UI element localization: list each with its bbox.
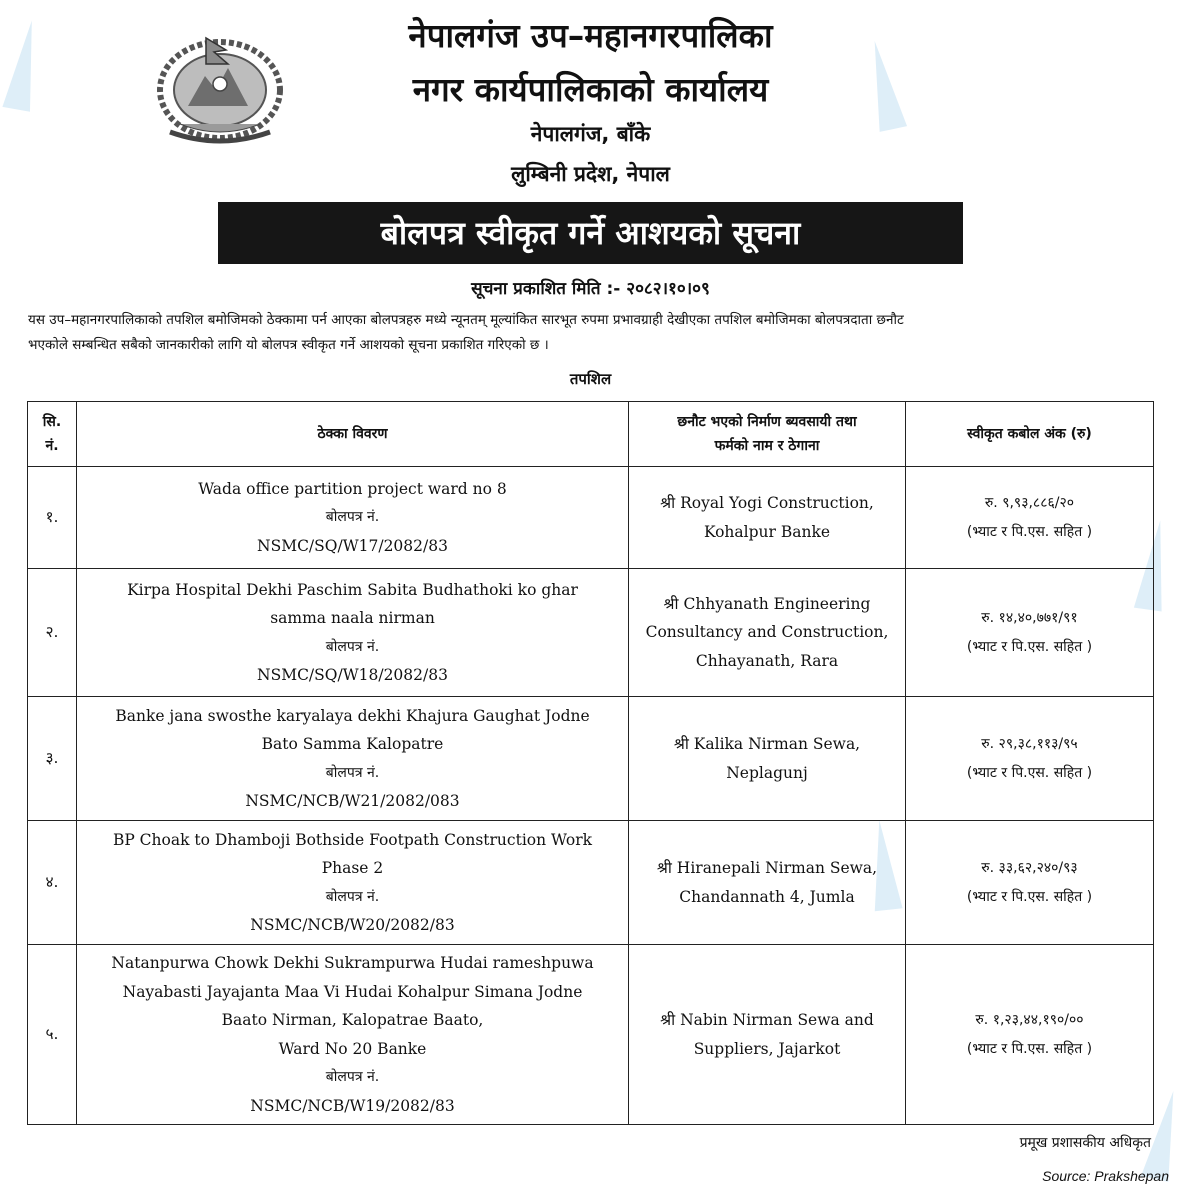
row-amount — [906, 697, 1154, 821]
signatory: प्रमूख प्रशासकीय अधिकृत — [1019, 1135, 1151, 1151]
row-amount — [906, 945, 1154, 1125]
details-line: Wada office partition project ward no 8 — [198, 479, 507, 498]
col-header-text: फर्मको नाम र ठेगाना — [714, 438, 820, 454]
row-details — [77, 569, 629, 697]
notice-intro-line: यस उप–महानगरपालिकाको तपशिल बमोजिमको ठेक्कामा पर्न आएका बोलपत्रहरु मध्ये न्यूनतम् मूल्यांकित सारभूत रुपमा प्रभावग्राही देखीएका तपशिल बमोजिमका बोलपत्रदाता छनौट — [28, 312, 904, 328]
row-serial: ५. — [28, 945, 77, 1125]
bid-label: बोलपत्र नं. — [325, 1069, 380, 1085]
contractor-line: श्री Chhyanath Engineering — [663, 594, 871, 613]
details-line: Bato Samma Kalopatre — [261, 735, 444, 753]
table-row — [28, 821, 1154, 945]
contractor-line: श्री Nabin Nirman Sewa and — [660, 1011, 874, 1029]
schedule-heading: तपशिल — [569, 370, 612, 388]
bid-label: बोलपत्र नं. — [325, 764, 380, 781]
row-serial: ४. — [28, 821, 77, 945]
office-location: नेपालगंज, बाँके — [530, 122, 651, 146]
row-details — [77, 821, 629, 945]
bid-number: NSMC/NCB/W21/2082/083 — [245, 792, 460, 810]
col-header-details: ठेक्का विवरण — [77, 402, 629, 467]
contractor-line: Consultancy and Construction, — [645, 623, 889, 642]
row-serial: २. — [28, 569, 77, 697]
vat-note: (भ्याट र पि.एस. सहित ) — [966, 764, 1093, 781]
details-line: Nayabasti Jayajanta Maa Vi Hudai Kohalpur Simana Jodne — [122, 982, 583, 1001]
notice-intro-line: भएकोले सम्बन्धित सबैको जानकारीको लागि यो बोलपत्र स्वीकृत गर्ने आशयको सूचना प्रकाशित गरिएको छ । — [28, 337, 549, 353]
bid-number: NSMC/SQ/W17/2082/83 — [257, 536, 448, 555]
bid-number: NSMC/NCB/W19/2082/83 — [250, 1096, 455, 1115]
table-row — [28, 569, 1154, 697]
row-amount — [906, 821, 1154, 945]
approved-amount: रु. १,२३,४४,१९०/०० — [975, 1012, 1084, 1028]
col-header-sn — [28, 402, 77, 467]
row-serial: ३. — [28, 697, 77, 821]
contractor-line: श्री Royal Yogi Construction, — [660, 494, 874, 512]
row-contractor — [629, 945, 906, 1125]
row-contractor — [629, 569, 906, 697]
table-row — [28, 467, 1154, 569]
vat-note: (भ्याट र पि.एस. सहित ) — [966, 638, 1093, 655]
details-line: BP Choak to Dhamboji Bothside Footpath Construction Work — [112, 830, 593, 849]
bid-label: बोलपत्र नं. — [325, 888, 380, 905]
bid-number: NSMC/SQ/W18/2082/83 — [257, 666, 448, 684]
tender-table — [27, 401, 1154, 1125]
bid-label: बोलपत्र नं. — [325, 509, 380, 526]
contractor-line: श्री Kalika Nirman Sewa, — [673, 735, 861, 753]
details-line: Banke jana swosthe karyalaya dekhi Khajura Gaughat Jodne — [115, 706, 590, 725]
row-contractor — [629, 467, 906, 569]
bid-number: NSMC/NCB/W20/2082/83 — [250, 916, 455, 934]
col-header-text: सि. — [42, 414, 62, 430]
row-contractor — [629, 697, 906, 821]
approved-amount: रु. १४,४०,७७१/९१ — [981, 610, 1078, 626]
approved-amount: रु. ९,९३,८८६/२० — [984, 495, 1075, 511]
col-header-contractor — [629, 402, 906, 467]
vat-note: (भ्याट र पि.एस. सहित ) — [966, 1040, 1093, 1057]
row-amount — [906, 467, 1154, 569]
row-details — [77, 945, 629, 1125]
row-contractor — [629, 821, 906, 945]
contractor-line: Chandannath 4, Jumla — [679, 887, 855, 906]
details-line: Ward No 20 Banke — [278, 1039, 427, 1058]
office-subtitle: नगर कार्यपालिकाको कार्यालय — [412, 70, 769, 109]
row-serial: १. — [28, 467, 77, 569]
publish-date: सूचना प्रकाशित मिति :- २०८२।१०।०९ — [471, 279, 710, 299]
vat-note: (भ्याट र पि.एस. सहित ) — [966, 523, 1093, 540]
source-credit: Source: Prakshepan — [1042, 1168, 1169, 1184]
contractor-line: Chhayanath, Rara — [695, 651, 839, 670]
notice-title-banner: बोलपत्र स्वीकृत गर्ने आशयको सूचना — [218, 202, 963, 264]
details-line: samma naala nirman — [270, 609, 435, 627]
office-name: नेपालगंज उप–महानगरपालिका — [408, 16, 773, 55]
vat-note: (भ्याट र पि.एस. सहित ) — [966, 888, 1093, 905]
details-line: Phase 2 — [321, 859, 384, 877]
bid-label: बोलपत्र नं. — [325, 638, 380, 655]
details-line: Baato Nirman, Kalopatrae Baato, — [221, 1011, 484, 1029]
details-line: Natanpurwa Chowk Dekhi Sukrampurwa Hudai rameshpuwa — [111, 954, 594, 972]
row-details — [77, 697, 629, 821]
contractor-line: श्री Hiranepali Nirman Sewa, — [656, 859, 878, 877]
contractor-line: Neplagunj — [726, 763, 808, 782]
table-header-row — [28, 402, 1154, 467]
col-header-text: छनौट भएको निर्माण ब्यवसायी तथा — [677, 414, 857, 430]
table-row — [28, 697, 1154, 821]
details-line: Kirpa Hospital Dekhi Paschim Sabita Budhathoki ko ghar — [127, 580, 578, 599]
notice-intro — [28, 308, 1156, 358]
col-header-text: नं. — [45, 438, 59, 454]
row-amount — [906, 569, 1154, 697]
table-row — [28, 945, 1154, 1125]
contractor-line: Suppliers, Jajarkot — [693, 1039, 841, 1058]
col-header-amount: स्वीकृत कबोल अंक (रु) — [906, 402, 1154, 467]
contractor-line: Kohalpur Banke — [703, 522, 831, 541]
row-details — [77, 467, 629, 569]
approved-amount: रु. ३३,६२,२४०/९३ — [981, 860, 1078, 876]
office-province: लुम्बिनी प्रदेश, नेपाल — [511, 162, 670, 186]
approved-amount: रु. २९,३८,११३/९५ — [981, 736, 1078, 752]
